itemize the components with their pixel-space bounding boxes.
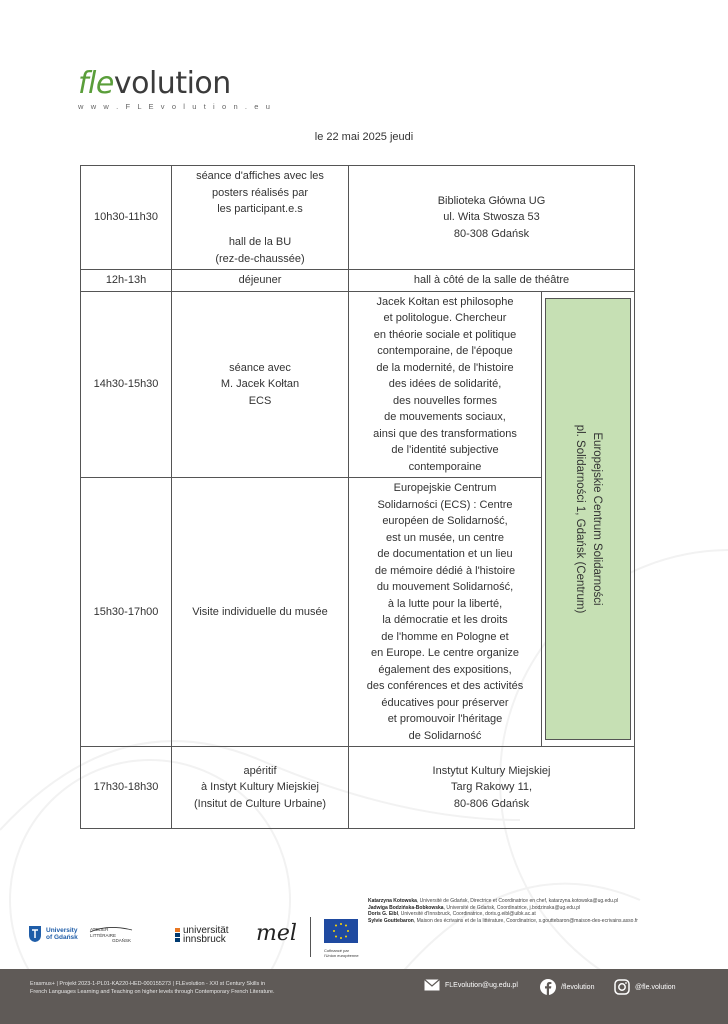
contact-line: Jadwiga Bodzińska-Bobkowska, Université de Gdańsk, Coordinatrice, j.bodzinska@ug.edu.pl [368, 904, 581, 911]
instagram-link[interactable]: @fle.volution [614, 979, 676, 995]
contacts-list [368, 898, 708, 924]
time-cell: 15h30-17h00 [81, 478, 172, 747]
ecs-address-box: Europejskie Centrum Solidarności pl. Solidarności 1, Gdańsk (Centrum) [545, 298, 631, 740]
eu-logo: Cofinancé par l'Union européenne [324, 919, 359, 958]
time-cell: 17h30-18h30 [81, 747, 172, 829]
ug-shield-icon [28, 925, 42, 943]
description-cell: Europejskie Centrum Solidarności (ECS) : Centre européen de Solidarność, est un musée, un centre de documentation et un lieu de mémoire dédié à l'histoire du mouvement Solidarność, à la lutte pour la liberté, la démocratie et les droits de l'homme en Pologne et en Europe. Le centre organize également des expositions, des conférences et des activités éducatives pour préserver et promouvoir l'héritage de Solidarność [349, 478, 542, 747]
date-heading: le 22 mai 2025 jeudi [314, 131, 414, 143]
logo-url: w w w . F L E v o l u t i o n . e u [78, 102, 273, 111]
ecs-address-cell [542, 291, 635, 747]
place-cell: Biblioteka Główna UG ul. Wita Stwosza 53 80-308 Gdańsk [349, 166, 635, 270]
atelier-swoosh-icon [88, 924, 134, 940]
instagram-icon [614, 979, 630, 995]
contact-line: Sylvie Gouttebaron, Maison des écrivains et de la littérature, Coordinatrice, s.gouttebaron@maison-des-ecrivains.asso.fr [368, 917, 638, 924]
contact-line: Katarzyna Kotowska, Université de Gdańsk, Directrice et Coordinatrice en chef, katarzyna.kotowska@ug.edu.pl [368, 898, 619, 904]
atelier-litteraire-logo: ATELIER LITTÉRAIRE GDAŃSK [90, 927, 131, 944]
divider [310, 917, 311, 957]
schedule-table [80, 165, 635, 829]
activity-cell: Visite individuelle du musée [172, 478, 349, 747]
time-cell: 14h30-15h30 [81, 291, 172, 478]
table-row [81, 747, 635, 829]
place-cell: hall à côté de la salle de théâtre [349, 270, 635, 292]
activity-cell: déjeuner [172, 270, 349, 292]
table-row [81, 291, 635, 478]
innsbruck-logo: universität innsbruck [175, 926, 229, 944]
table-row [81, 270, 635, 292]
mail-icon [424, 979, 440, 991]
facebook-icon [540, 979, 556, 995]
facebook-link[interactable]: /flevolution [540, 979, 594, 995]
contact-line: Doris G. Eibl, Université d'Innsbruck, Coordinatrice, doris.g.eibl@uibk.ac.at [368, 911, 536, 917]
description-cell: Jacek Kołtan est philosophe et politologue. Chercheur en théorie sociale et politique contemporaine, de l'époque de la modernité, de l'histoire des idées de solidarité, des nouvelles formes de mouvements sociaux, ainsi que des transformations de l'identité subjective contemporaine [349, 291, 542, 478]
email-link[interactable]: FLEvolution@ug.edu.pl [424, 979, 518, 991]
time-cell: 10h30-11h30 [81, 166, 172, 270]
time-cell: 12h-13h [81, 270, 172, 292]
activity-cell: apéritif à Instyt Kultury Miejskiej (Insitut de Culture Urbaine) [172, 747, 349, 829]
ug-logo: University of Gdańsk [28, 925, 78, 943]
erasmus-notice: Erasmus+ | Projekt 2023-1-PL01-KA220-HED-000155273 | FLEvolution - XXI st Century Skills in French Languages Learning and Teaching on higher levels through Contemporary French Literature. [30, 981, 275, 995]
flevolution-logo: flevolution w w w . F L E v o l u t i o n . e u [78, 66, 273, 111]
activity-cell: séance d'affiches avec les posters réalisés par les participant.e.s hall de la BU (rez-de-chaussée) [172, 166, 349, 270]
footer-bar [0, 969, 728, 1024]
activity-cell: séance avec M. Jacek Kołtan ECS [172, 291, 349, 478]
eu-flag-icon [324, 919, 358, 943]
table-row [81, 166, 635, 270]
place-cell: Instytut Kultury Miejskiej Targ Rakowy 11, 80-806 Gdańsk [349, 747, 635, 829]
mel-logo: mel [256, 921, 297, 946]
